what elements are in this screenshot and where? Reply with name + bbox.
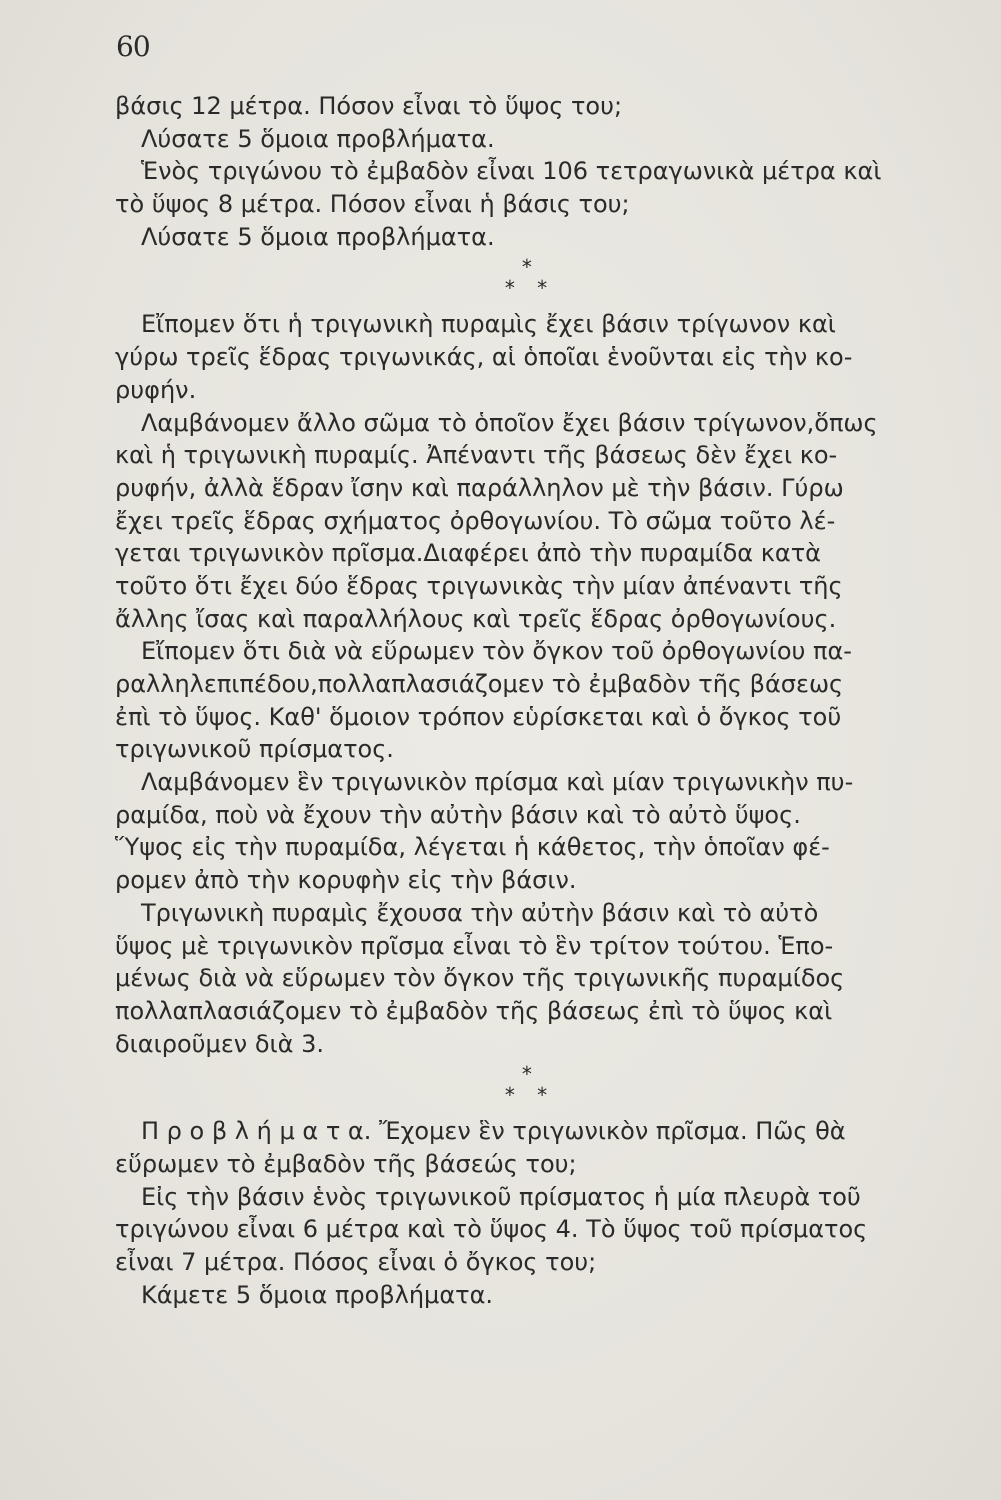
text-line: ρυφήν, ἀλλὰ ἕδραν ἴσην καὶ παράλληλον μὲ τὴν βάσιν. Γύρω	[115, 473, 844, 502]
text-line: ὕψος μὲ τριγωνικὸν πρῖσμα εἶναι τὸ ἓν τρίτον τούτου. Ἑπο-	[115, 931, 834, 960]
divider-stars: * *	[504, 1083, 556, 1108]
text-line: εἶναι 7 μέτρα. Πόσος εἶναι ὁ ὄγκος του;	[115, 1248, 597, 1276]
text-line: Π ρ ο β λ ή μ α τ α. Ἔχομεν ἓν τριγωνικὸν πρῖσμα. Πῶς θὰ	[141, 1117, 846, 1146]
text-line: τοῦτο ὅτι ἔχει δύο ἕδρας τριγωνικὰς τὴν μίαν ἀπέναντι τῆς	[115, 571, 843, 600]
divider-stars: * *	[504, 276, 556, 301]
text-line: τριγωνικοῦ πρίσματος.	[115, 735, 394, 764]
text-line: Ἑνὸς τριγώνου τὸ ἐμβαδὸν εἶναι 106 τετραγωνικὰ μέτρα καὶ	[141, 157, 882, 186]
text-line: ρομεν ἀπὸ τὴν κορυφὴν εἰς τὴν βάσιν.	[115, 866, 577, 895]
text-line: Ὕψος εἰς τὴν πυραμίδα, λέγεται ἡ κάθετος, τὴν ὁποῖαν φέ-	[115, 833, 830, 862]
text-line: ἄλλης ἴσας καὶ παραλλήλους καὶ τρεῖς ἕδρας ὀρθογωνίους.	[115, 604, 837, 633]
text-line: Λύσατε 5 ὅμοια προβλήματα.	[141, 222, 495, 251]
text-line: ἐπὶ τὸ ὕψος. Καθ' ὅμοιον τρόπον εὑρίσκεται καὶ ὁ ὄγκος τοῦ	[115, 702, 842, 731]
text-line: μένως διὰ νὰ εὕρωμεν τὸν ὄγκον τῆς τριγωνικῆς πυραμίδος	[115, 964, 845, 993]
text-line: Εἴπομεν ὅτι διὰ νὰ εὕρωμεν τὸν ὄγκον τοῦ ὀρθογωνίου πα-	[141, 637, 852, 666]
text-line: εὕρωμεν τὸ ἐμβαδὸν τῆς βάσεώς του;	[115, 1149, 577, 1178]
text-line: ραμίδα, ποὺ νὰ ἔχουν τὴν αὐτὴν βάσιν καὶ τὸ αὐτὸ ὕψος.	[115, 800, 801, 829]
text-line: πολλαπλασιάζομεν τὸ ἐμβαδὸν τῆς βάσεως ἐπὶ τὸ ὕψος καὶ	[115, 996, 833, 1025]
text-line: διαιροῦμεν διὰ 3.	[115, 1029, 324, 1058]
text-line: Λαμβάνομεν ἄλλο σῶμα τὸ ὁποῖον ἔχει βάσιν τρίγωνον,ὅπως	[141, 408, 878, 437]
text-line: Τριγωνικὴ πυραμὶς ἔχουσα τὴν αὐτὴν βάσιν καὶ τὸ αὐτὸ	[141, 898, 819, 927]
text-line: Εἴπομεν ὅτι ἡ τριγωνικὴ πυραμὶς ἔχει βάσιν τρίγωνον καὶ	[141, 310, 836, 339]
section-divider	[115, 1060, 945, 1115]
page-number: 60	[116, 30, 150, 63]
divider-top-star: *	[521, 1062, 540, 1087]
text-line: καὶ ἡ τριγωνικὴ πυραμίς. Ἀπέναντι τῆς βάσεως δὲν ἔχει κο-	[115, 441, 838, 470]
text-line: γεται τριγωνικὸν πρῖσμα.Διαφέρει ἀπὸ τὴν πυραμίδα κατὰ	[115, 539, 821, 568]
divider-top-star: *	[521, 255, 540, 280]
text-line: Εἰς τὴν βάσιν ἑνὸς τριγωνικοῦ πρίσματος ἡ μία πλευρὰ τοῦ	[141, 1182, 861, 1211]
text-line: Κάμετε 5 ὅμοια προβλήματα.	[141, 1280, 494, 1309]
section-divider	[115, 253, 945, 308]
text-line: Λύσατε 5 ὅμοια προβλήματα.	[141, 124, 495, 153]
text-line: τὸ ὕψος 8 μέτρα. Πόσον εἶναι ἡ βάσις του;	[115, 190, 630, 219]
text-line: Λαμβάνομεν ἓν τριγωνικὸν πρίσμα καὶ μίαν τριγωνικὴν πυ-	[141, 768, 854, 797]
text-line: ραλληλεπιπέδου,πολλαπλασιάζομεν τὸ ἐμβαδὸν τῆς βάσεως	[115, 670, 844, 698]
text-line: βάσις 12 μέτρα. Πόσον εἶναι τὸ ὕψος του;	[115, 92, 623, 120]
text-line: ἔχει τρεῖς ἕδρας σχήματος ὀρθογωνίου. Τὸ σῶμα τοῦτο λέ-	[115, 506, 836, 535]
text-line: τριγώνου εἶναι 6 μέτρα καὶ τὸ ὕψος 4. Τὸ ὕψος τοῦ πρίσματος	[115, 1215, 868, 1244]
page-body	[115, 90, 945, 1311]
text-line: γύρω τρεῖς ἕδρας τριγωνικάς, αἱ ὁποῖαι ἑνοῦνται εἰς τὴν κο-	[115, 343, 853, 372]
text-line: ρυφήν.	[115, 375, 197, 404]
